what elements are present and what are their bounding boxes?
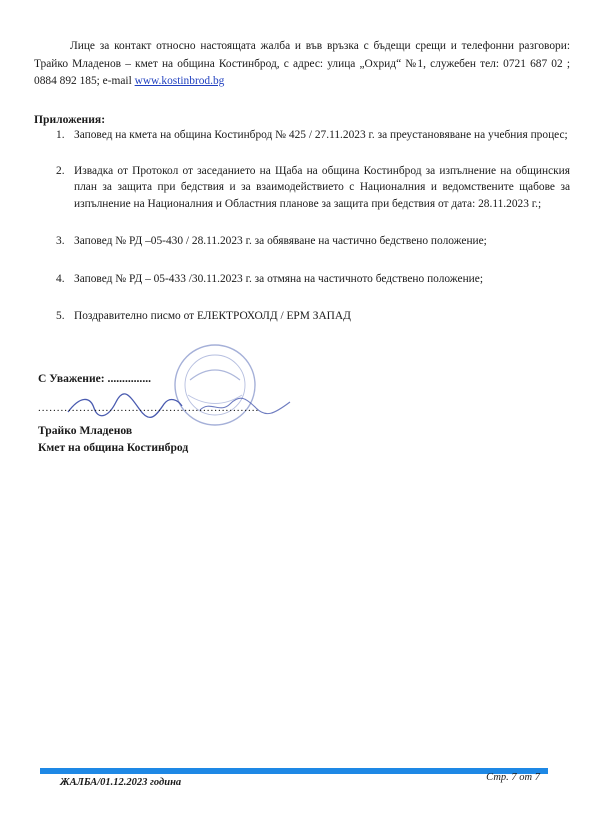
attachment-item — [52, 233, 570, 250]
attachment-number: 2. — [56, 164, 65, 177]
website-link[interactable]: www.kostinbrod.bg — [134, 75, 225, 87]
contact-text: Лице за контакт относно настоящата жалба и във връзка с бъдещи срещи и телефонни разговори: Трайко Младенов – кмет на община Костинброд, с адрес: улица „Охрид“ №1, служебен тел: 0721 687 02 ; 0884 892 185; e-mail — [34, 40, 570, 87]
attachment-text: Заповед № РД – 05-433 /30.11.2023 г. за отмяна на частичното бедствено положение; — [74, 272, 483, 285]
attachment-text: Заповед № РД –05-430 / 28.11.2023 г. за обявяване на частично бедствено положение; — [74, 235, 487, 247]
attachments-list — [52, 125, 570, 325]
attachment-item — [52, 127, 570, 144]
closing-greeting: С Уважение: ............... — [38, 372, 152, 385]
attachment-number: 1. — [56, 129, 65, 141]
attachment-item — [52, 271, 570, 288]
signature-line: ........................................................... — [38, 402, 260, 414]
attachment-text: Заповед на кмета на община Костинброд № 425 / 27.11.2023 г. за преустановяване на учебния процес; — [74, 129, 568, 141]
attachment-number: 5. — [56, 310, 65, 322]
signatory-name: Трайко Младенов — [38, 424, 133, 437]
attachment-text: Поздравително писмо от ЕЛЕКТРОХОЛД / ЕРМ ЗАПАД — [74, 310, 351, 322]
attachment-item — [52, 308, 570, 325]
attachment-number: 4. — [56, 272, 65, 285]
attachment-item — [52, 163, 570, 213]
attachment-text: Извадка от Протокол от заседанието на Щаба на община Костинброд за изпълнение на общинския план за защита при бедствия и за взаимодействието с Националния и ведомствените щабове за изпълнение на Националния и Областния планове за защита при бедствия от дата: 28.11.2023 г.; — [74, 164, 570, 210]
signatory-role: Кмет на община Костинброд — [38, 441, 189, 454]
attachments-title: Приложения: — [34, 113, 106, 126]
footer-divider — [40, 768, 548, 774]
footer-document-ref: ЖАЛБА/01.12.2023 година — [60, 777, 182, 788]
contact-paragraph — [34, 38, 570, 91]
footer-page-number: Стр. 7 от 7 — [486, 772, 540, 783]
attachment-number: 3. — [56, 235, 65, 247]
